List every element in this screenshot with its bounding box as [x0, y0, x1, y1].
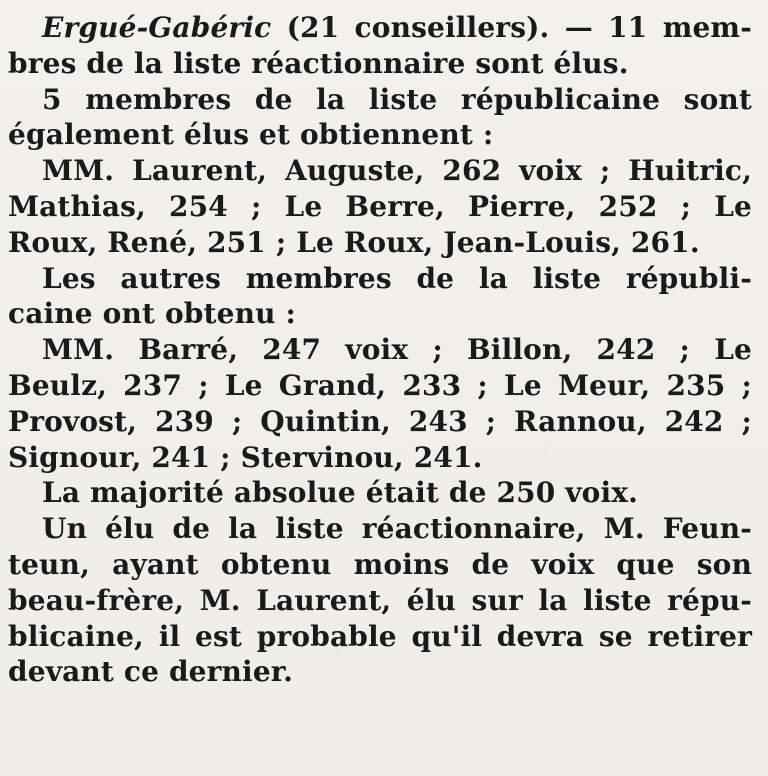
- paragraph-3-line-1: MM. Laurent, Auguste, 262 voix ; Huitric,: [42, 154, 752, 188]
- paragraph-5-line-2: Beulz, 237 ; Le Grand, 233 ; Le Meur, 235 ;: [8, 368, 752, 402]
- paragraph-1-line-2: bres de la liste réactionnaire sont élus.: [8, 46, 629, 80]
- article-column: [8, 10, 752, 690]
- paragraph-7-line-4: blicaine, il est probable qu'il devra se retirer: [8, 619, 752, 653]
- paragraph-7-line-2: teun, ayant obtenu moins de voix que son: [8, 547, 752, 581]
- paragraph-7-line-3: beau-frère, M. Laurent, élu sur la liste répu-: [8, 583, 752, 617]
- paragraph-4-line-1: Les autres membres de la liste républi-: [42, 261, 752, 295]
- town-name: Ergué-Gabéric: [42, 11, 272, 44]
- paragraph-1-line-1-text: (21 conseillers). — 11 mem-: [271, 11, 752, 44]
- paragraph-2-line-1: 5 membres de la liste républicaine sont: [42, 82, 752, 116]
- paragraph-3-line-3: Roux, René, 251 ; Le Roux, Jean-Louis, 261.: [8, 225, 700, 259]
- paragraph-7-line-5: devant ce dernier.: [8, 655, 294, 689]
- paragraph-3-line-2: Mathias, 254 ; Le Berre, Pierre, 252 ; Le: [8, 189, 752, 223]
- paragraph-4-line-2: caine ont obtenu :: [8, 297, 296, 331]
- paragraph-5-line-4: Signour, 241 ; Stervinou, 241.: [8, 440, 483, 474]
- paragraph-7-line-1: Un élu de la liste réactionnaire, M. Feun-: [42, 512, 752, 546]
- paragraph-6-line-1: La majorité absolue était de 250 voix.: [42, 476, 639, 510]
- paragraph-5-line-1: MM. Barré, 247 voix ; Billon, 242 ; Le: [42, 333, 752, 367]
- paragraph-2-line-2: également élus et obtiennent :: [8, 118, 494, 152]
- paragraph-1-line-1: [8, 10, 752, 46]
- paragraph-5-line-3: Provost, 239 ; Quintin, 243 ; Rannou, 242 ;: [8, 404, 752, 438]
